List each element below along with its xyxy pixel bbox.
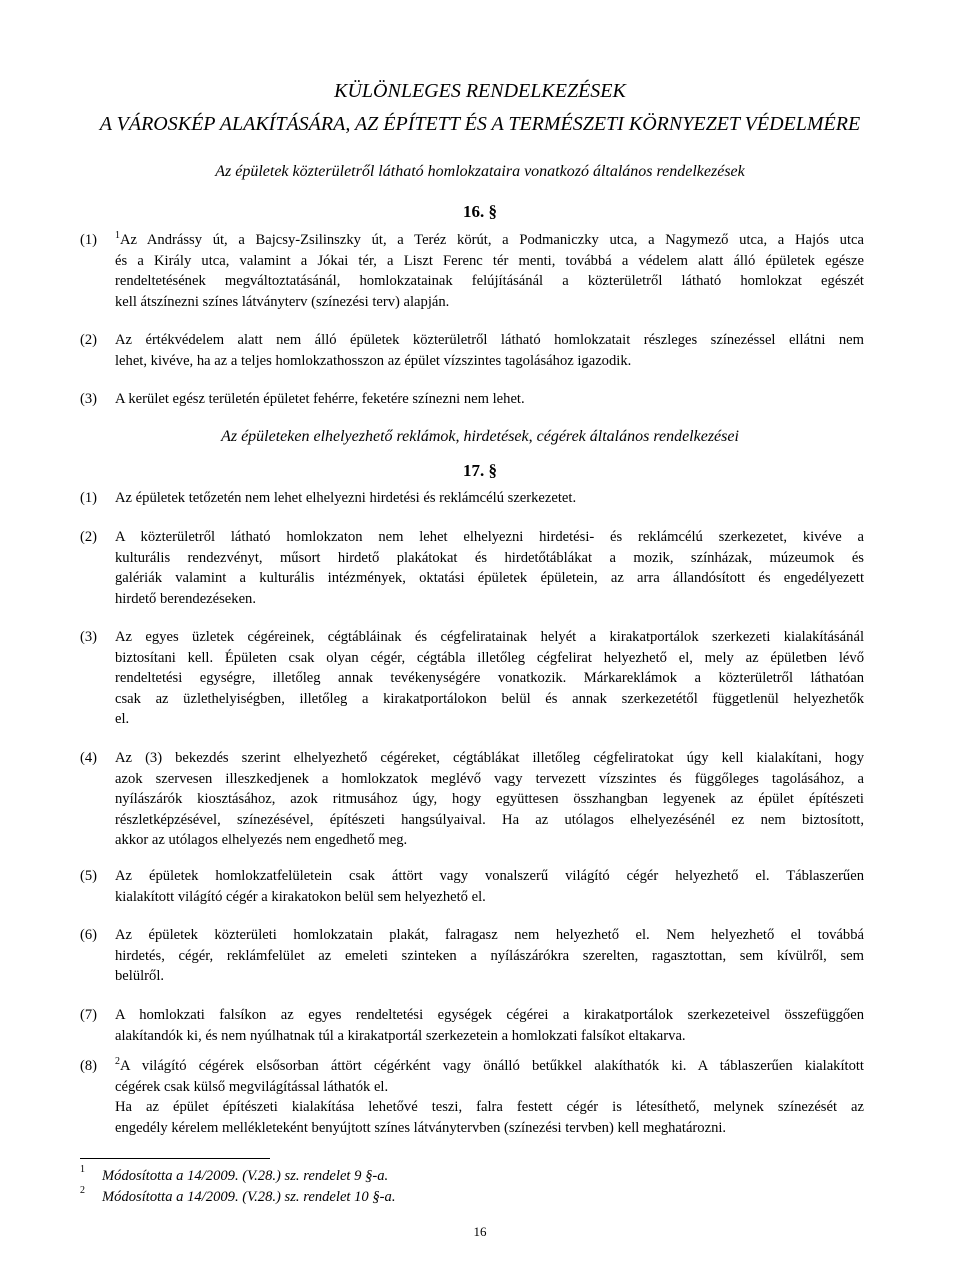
- line-text: galériák valamint a kulturális intézmények, oktatási épületek épületein, az arra állandósított és engedélyezett: [115, 570, 864, 586]
- paragraph-number: (8): [80, 1058, 98, 1074]
- paragraph-text: [115, 230, 864, 312]
- text-line: [115, 271, 864, 292]
- section2-paragraph: [80, 748, 864, 851]
- line-text: el.: [115, 711, 130, 727]
- section1-paragraph: [80, 330, 864, 371]
- text-line: [115, 230, 864, 251]
- text-line: [115, 1056, 864, 1077]
- text-line: [115, 1077, 864, 1098]
- line-text: kell átszínezni színes látványterv (színezési terv) alapján.: [115, 293, 450, 310]
- line-text: A közterületről látható homlokzaton nem lehet elhelyezni hirdetési- és reklámcélú szerkezetet, kivéve a: [115, 529, 864, 545]
- paragraph-text: [115, 1005, 864, 1046]
- paragraph-number: (1): [80, 232, 98, 248]
- paragraph-text: [115, 627, 864, 730]
- text-line: [115, 748, 864, 769]
- paragraph-number: (3): [80, 629, 98, 645]
- line-text: és a Király utca, valamint a Jókai tér, a Liszt Ferenc tér menti, továbbá a védelem alatt álló épületek egésze: [115, 252, 864, 269]
- line-text: rendeltetési egységre, illetőleg annak tevékenységére vonatkozik. Márkareklámok a közterületről láthatóan: [115, 670, 864, 686]
- footnote-number: 2: [80, 1185, 85, 1196]
- paragraph-number: (2): [80, 332, 98, 348]
- paragraph-number: (5): [80, 868, 98, 884]
- section2-paragraph: [80, 627, 864, 730]
- section2-heading: Az épületeken elhelyezhető reklámok, hirdetések, cégérek általános rendelkezései: [221, 428, 739, 445]
- paragraph-text: [115, 866, 864, 907]
- section1-heading: Az épületek közterületről látható homlokzataira vonatkozó általános rendelkezések: [215, 163, 745, 180]
- line-text: biztosítani kell. Épületen csak olyan cégér, cégtábla illetőleg cégfelirat helyezhető el, mely az épületben lévő: [115, 649, 864, 666]
- line-text: engedély kérelem mellékleteként benyújtott színes látványtervben (színezési tervben) kell meghatározni.: [115, 1119, 727, 1136]
- line-text: akkor az utólagos elhelyezés nem engedhető meg.: [115, 832, 408, 848]
- text-line: [115, 810, 864, 831]
- paragraph-number: (1): [80, 490, 98, 506]
- text-line: [115, 1118, 864, 1139]
- paragraph-number: (7): [80, 1007, 98, 1023]
- section1-paragraph: [80, 230, 864, 312]
- paragraph-number: (2): [80, 529, 98, 545]
- line-text: A homlokzati falsíkon az egyes rendeltetési egységek cégérei a kirakatportálok szerkezeteivel összefüggően: [115, 1007, 864, 1023]
- text-line: [115, 866, 864, 887]
- line-text: Az Andrássy út, a Bajcsy-Zsilinszky út, a Teréz körút, a Podmaniczky utca, a Nagymező utca, a Hajós utca: [120, 232, 864, 248]
- line-text: Az értékvédelem alatt nem álló épületek közterületről látható homlokzatait részleges színezéssel ellátni nem: [115, 332, 864, 348]
- line-text: lehet, kivéve, ha az a teljes homlokzathosszon az épület vízszintes tagolásához igazodik.: [115, 352, 632, 369]
- section2-paragraph: [80, 488, 864, 509]
- line-text: Az épületek tetőzetén nem lehet elhelyezni hirdetési és reklámcélú szerkezetet.: [115, 490, 577, 506]
- page-number: 16: [473, 1224, 487, 1239]
- paragraph-number: (6): [80, 927, 98, 943]
- text-line: [115, 627, 864, 648]
- line-text: A világító cégérek elsősorban áttört cégérként vagy önálló betűkkel alakíthatók ki. A táblaszerűen kialakított: [120, 1058, 864, 1074]
- text-line: [115, 689, 864, 710]
- text-line: [115, 769, 864, 790]
- text-line: [115, 648, 864, 669]
- line-text: Ha az épület építészeti kialakítása lehetővé teszi, falra festett cégér is létesíthető, melynek színezését az: [115, 1099, 864, 1115]
- line-text: hirdetés, cégér, reklámfelület az emeleti szinteken a nyílászárókra szerelten, ragasztottan, sem kívülről, sem: [115, 947, 864, 964]
- text-line: [115, 568, 864, 589]
- line-text: cégérek csak külső megvilágítással láthatók el.: [115, 1078, 389, 1095]
- text-line: [115, 589, 864, 610]
- paragraph-text: [115, 748, 864, 851]
- line-text: Az épületek közterületi homlokzatain plakát, falragasz nem helyezhető el. Nem helyezhető el továbbá: [115, 927, 864, 943]
- line-text: kialakított világító cégér a kirakatokon belül sem helyezhető el.: [115, 888, 486, 905]
- text-line: [115, 292, 864, 313]
- text-line: [115, 251, 864, 272]
- text-line: [115, 488, 864, 509]
- section2-paragraph: [80, 1056, 864, 1138]
- text-line: [115, 830, 864, 851]
- line-text: belülről.: [115, 968, 165, 984]
- paragraph-text: [115, 527, 864, 609]
- text-line: [115, 1097, 864, 1118]
- paragraph-text: [115, 389, 864, 410]
- footnote-number: 1: [80, 1164, 85, 1175]
- title-line-2: A VÁROSKÉP ALAKÍTÁSÁRA, AZ ÉPÍTETT ÉS A TERMÉSZETI KÖRNYEZET VÉDELMÉRE: [99, 113, 861, 135]
- text-line: [115, 1005, 864, 1026]
- text-line: [115, 1026, 864, 1047]
- line-text: A kerület egész területén épületet fehérre, feketére színezni nem lehet.: [115, 391, 525, 407]
- text-line: [115, 709, 864, 730]
- text-line: [115, 330, 864, 351]
- section2-paragraph: [80, 1005, 864, 1046]
- line-text: hirdető berendezéseken.: [115, 590, 256, 607]
- paragraph-text: [115, 488, 864, 509]
- footnote: [80, 1164, 389, 1185]
- text-line: [115, 389, 864, 410]
- text-line: [115, 548, 864, 569]
- line-text: Az egyes üzletek cégéreinek, cégtábláinak és cégfeliratainak helyét a kirakatportálok szerkezeti kialakításánál: [115, 629, 864, 645]
- paragraph-text: [115, 330, 864, 371]
- paragraph-text: [115, 1056, 864, 1138]
- text-line: [115, 351, 864, 372]
- footnote-text: Módosította a 14/2009. (V.28.) sz. rendelet 10 §-a.: [102, 1189, 396, 1205]
- line-text: Az (3) bekezdés szerint elhelyezhető cégéreket, cégtáblákat illetőleg cégfeliratokat úgy kell kialakítani, hogy: [115, 750, 864, 766]
- text-line: [115, 887, 864, 908]
- section1-number: 16. §: [463, 202, 497, 221]
- section2-paragraph: [80, 925, 864, 987]
- footnote: [80, 1185, 396, 1206]
- text-line: [115, 668, 864, 689]
- line-text: kulturális rendezvényt, műsort hirdető plakátokat és hirdetőtáblákat a mozik, színházak, múzeumok és: [115, 549, 864, 566]
- paragraph-text: [115, 925, 864, 987]
- text-line: [115, 946, 864, 967]
- line-text: nyílászárók kiosztásához, azok ritmusához úgy, hogy együttesen összhangban legyenek az épület építészeti: [115, 791, 864, 807]
- paragraph-number: (3): [80, 391, 98, 407]
- line-text: csak az üzlethelyiségben, illetőleg a kirakatportálokon belül és annak szerkezetétől függetlenül helyezhetők: [115, 690, 864, 707]
- line-text: Az épületek homlokzatfelületein csak áttört vagy vonalszerű világító cégér helyezhető el. Táblaszerűen: [115, 868, 864, 884]
- line-text: alakítandók ki, és nem nyúlhatnak túl a kirakatportál szerkezetein a homlokzati falsíkot eltakarva.: [115, 1027, 686, 1044]
- footnote-text: Módosította a 14/2009. (V.28.) sz. rendelet 9 §-a.: [102, 1168, 389, 1184]
- section2-number: 17. §: [463, 461, 497, 480]
- text-line: [115, 966, 864, 987]
- text-line: [115, 789, 864, 810]
- section1-paragraph: [80, 389, 864, 410]
- line-text: részletképzésével, színezésével, építészeti hangsúlyaival. Ha az utólagos elhelyezésénél ez nem biztosított,: [115, 811, 864, 828]
- footnote-ref: 1: [115, 230, 120, 242]
- footnote-separator: [80, 1158, 270, 1159]
- text-line: [115, 925, 864, 946]
- text-line: [115, 527, 864, 548]
- line-text: azok szervesen illeszkedjenek a homlokzatok meglévő vagy tervezett vízszintes és függőleges tagolásához, a: [115, 770, 864, 787]
- section2-paragraph: [80, 527, 864, 609]
- section2-paragraph: [80, 866, 864, 907]
- title-line-1: KÜLÖNLEGES RENDELKEZÉSEK: [334, 80, 626, 102]
- footnote-ref: 2: [115, 1056, 120, 1068]
- paragraph-number: (4): [80, 750, 98, 766]
- line-text: rendeltetésének megváltoztatásánál, homlokzatainak felújításánál a közterületről látható homlokzat egészét: [115, 273, 864, 289]
